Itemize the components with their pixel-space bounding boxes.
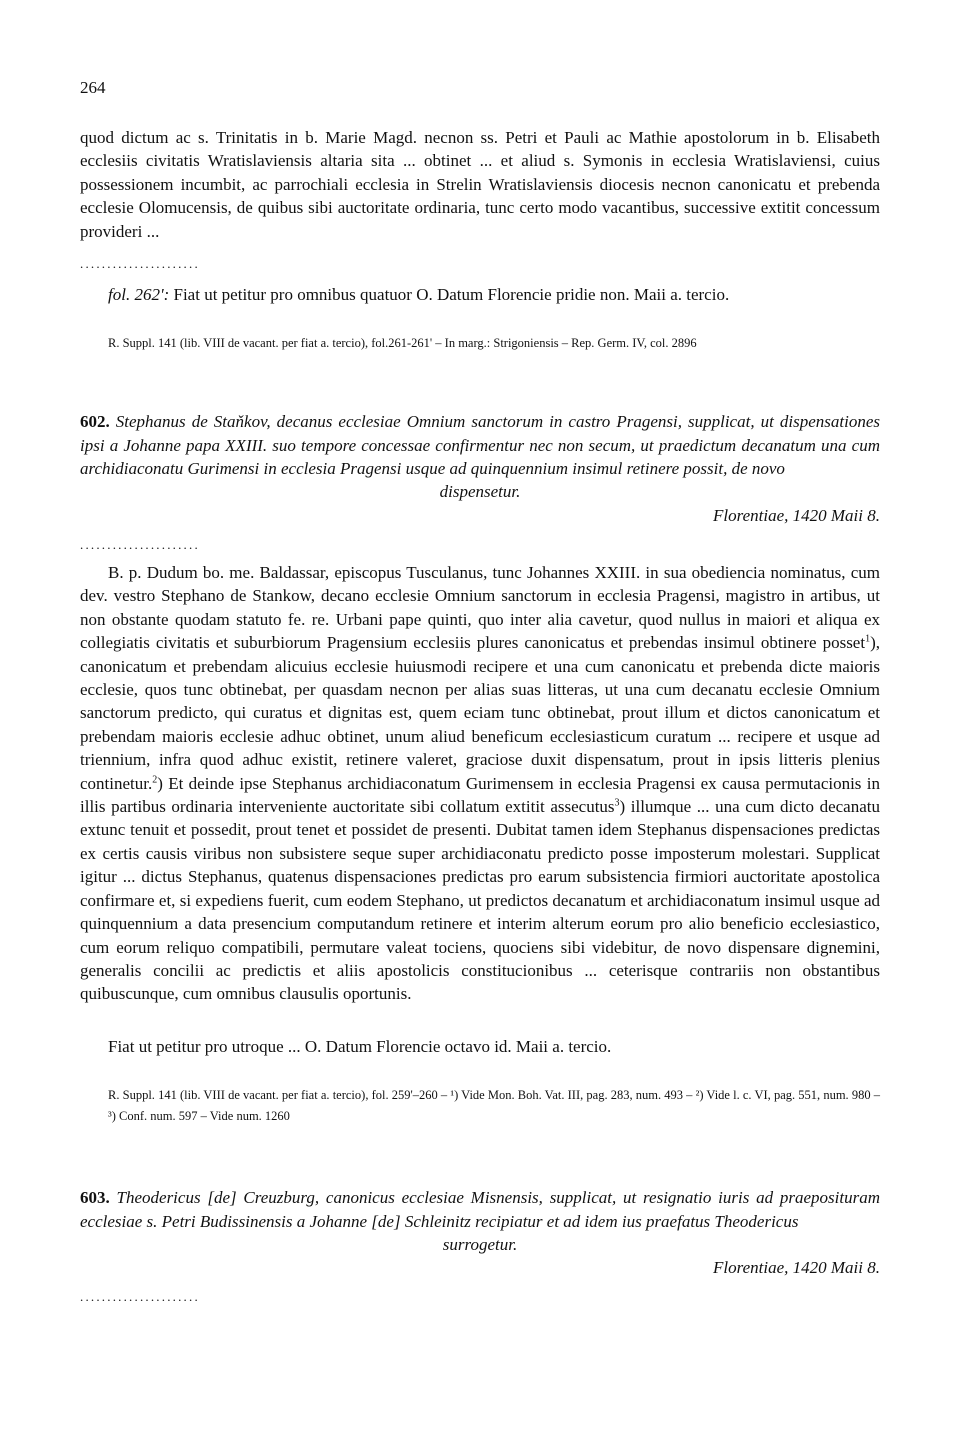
fol-label: fol. 262': xyxy=(108,285,170,304)
body-part: B. p. Dudum bo. me. Baldassar, episcopus Tusculanus, tunc Johannes XXIII. in sua obediencia nominatus, cum dev. vestro Stephano de Stankow, decano ecclesie Omnium sanctorum in ecclesia Pragensi, magistro in artibus, ut non obstante quodam statuto fe. re. Urbani pape quinti, quo inter alia cavetur, quod nullus in maiori et aliqua ex collegiatis civitatis et suburbiorum Pragensium ecclesiis plures canonicatus et prebendas insimul obtinere posset xyxy=(80,563,880,653)
fol-text: Fiat ut petitur pro omnibus quatuor O. Datum Florencie pridie non. Maii a. tercio. xyxy=(169,285,730,304)
footnote-mark: 3 xyxy=(614,797,620,809)
fol-line xyxy=(108,283,880,306)
entry-602-number: 602. xyxy=(80,412,110,431)
top-paragraph: quod dictum ac s. Trinitatis in b. Marie Magd. necnon ss. Petri et Pauli ac Mathie apostolorum in b. Elisabeth ecclesiis civitatis Wratislaviensis altaria sita ... obtinet ... et aliud s. Symonis in ecclesia Wratislaviensi, cuius possessionem incumbit, ac parrochiali ecclesia in Strelin Wratislaviensis diocesis necnon canonicatu et prebenda ecclesie Olomucensis, de quibus sibi auctoritate ordinaria, tunc certo modo vacantibus, successive extitit concessum provideri ... xyxy=(80,128,880,241)
entry-603-regest xyxy=(80,1186,880,1233)
footnote-mark: 2 xyxy=(152,774,158,785)
entry-602-date: Florentiae, 1420 Maii 8. xyxy=(713,506,880,525)
entry-602-fiat: Fiat ut petitur pro utroque ... O. Datum Florencie octavo id. Maii a. tercio. xyxy=(108,1037,612,1056)
body-part: ) Et deinde ipse Stephanus archidiaconatum Gurimensem in ecclesia Pragensi ex causa permutacionis in illis partibus ordinaria interveniente auctoritate sibi collatum extitit assecutus xyxy=(80,773,880,817)
omission-dots: ...................... xyxy=(80,1289,200,1304)
entry-603-regest-text: Theodericus [de] Creuzburg, canonicus ecclesiae Misnensis, supplicat, ut resignatio iuris ad praeposituram ecclesiae s. Petri Budissinensis a Johanne [de] Schleinitz recipiatur et ad idem ius praefatus Theodericus xyxy=(80,1188,880,1231)
entry-602-body xyxy=(80,561,880,1006)
entry-603-date: Florentiae, 1420 Maii 8. xyxy=(713,1258,880,1277)
body-part: ) illumque ... una cum dicto decanatu extunc tenuit et possedit, prout tenet et possidet de presenti. Dubitat tamen idem Stephanus dispensaciones predictas ex certis causis viribus non subsistere seque super archidiaconatu predicto posse imposterum molestari. Supplicat igitur ... dictus Stephanus, quatenus dispensaciones predictas pro earum subsistencia firmiori auctoritate apostolica confirmare et, si expediens fuerit, cum eodem Stephano, ut predictos decanatum et archidiaconatum insimul usque ad quinquennium a data presencium computandum retinere et interim alterum eorum pro alio beneficio ecclesiastico, cum eorum reliquo compatibili, permutare valeat tociens, quociens sibi videbitur, de novo dispensare dignemini, generalis concilii ac predictis et aliis apostolicis constitucionibus ... ceterisque contrariis non obstantibus quibuscunque, cum omnibus clausulis oportunis. xyxy=(80,797,880,1004)
entry-602-regest-end: dispensetur. xyxy=(439,482,521,501)
body-part: ), canonicatum et prebendam alicuius ecclesie huiusmodi recipere et una cum canonicatu et prebenda dicte maioris ecclesie, quos tunc obtinebat, per quasdam necnon per alias suas litteras, ut una cum decanatu ecclesie Omnium sanctorum predicto, qui curatus et dignitas est, quem eciam tunc obtinebat, prout illum et dictos canonicatum et prebendam maioris ecclesie adhuc obtinet, unum aliud beneficum ecclesiasticum curatum ... recipere et usque ad triennium, infra quod adhuc existit, retinere valeret, graciose duxit dispensatum, prout in ipsis litteris plenius continetur. xyxy=(80,633,880,793)
page-number: 264 xyxy=(80,78,106,97)
reference-601: R. Suppl. 141 (lib. VIII de vacant. per fiat a. tercio), fol.261-261' – In marg.: Strigoniensis – Rep. Germ. IV, col. 2896 xyxy=(108,336,697,350)
omission-dots: ...................... xyxy=(80,537,200,552)
omission-dots: ...................... xyxy=(80,256,200,271)
entry-602-regest-text: Stephanus de Staňkov, decanus ecclesiae Omnium sanctorum in castro Pragensi, supplicat, ut dispensationes ipsi a Johanne papa XXIII. suo tempore concessae confirmentur nec non secum, ut praedictum decanatum una cum archidiaconatu Gurimensi in ecclesia Pragensi usque ad quinquennium insimul retinere possit, de novo xyxy=(80,412,880,478)
reference-602: R. Suppl. 141 (lib. VIII de vacant. per fiat a. tercio), fol. 259'–260 – ¹) Vide Mon. Boh. Vat. III, pag. 283, num. 493 – ²) Vide l. c. VI, pag. 551, num. 980 – ³) Conf. num. 597 – Vide num. 1260 xyxy=(108,1088,880,1123)
entry-602-regest xyxy=(80,410,880,481)
entry-603-regest-end: surrogetur. xyxy=(442,1235,518,1254)
footnote-mark: 1 xyxy=(865,633,871,645)
entry-603-number: 603. xyxy=(80,1188,110,1207)
